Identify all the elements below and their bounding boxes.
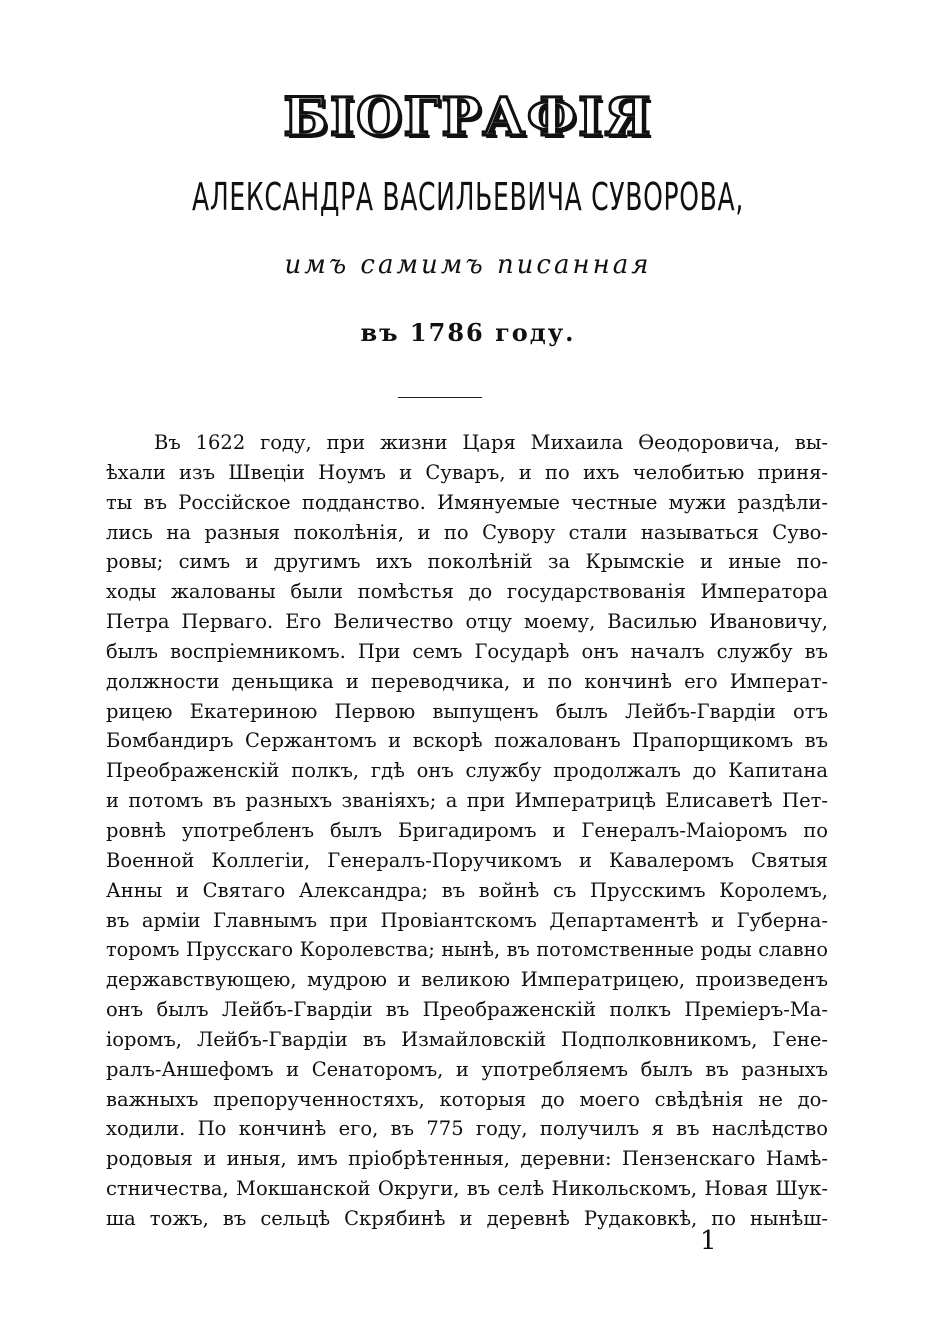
text-line: іоромъ, Лейбъ-Гвардіи въ Измайловскій Подполковникомъ, Гене-	[106, 1027, 828, 1051]
text-line: торомъ Прусскаго Королевства; нынѣ, въ потомственные роды славно	[106, 938, 828, 962]
subtitle: АЛЕКСАНДРА ВАСИЛЬЕВИЧА СУВОРОВА,	[192, 175, 744, 219]
text-line: и потомъ въ разныхъ званіяхъ; а при Императрицѣ Елисаветѣ Пет-	[106, 789, 828, 813]
text-line: ты въ Россійское подданство. Имянуемые честные мужи раздѣли-	[106, 490, 828, 514]
author-note: имъ самимъ писанная	[284, 250, 652, 280]
text-line: Въ 1622 году, при жизни Царя Михаила Ѳеодоровича, вы-	[154, 431, 828, 454]
text-line: ралъ-Аншефомъ и Сенаторомъ, и употребляемъ былъ въ разныхъ	[106, 1057, 828, 1081]
page-title: БІОГРАФІЯ	[283, 87, 653, 148]
text-line: Военной Коллегіи, Генералъ-Поручикомъ и Кавалеромъ Святыя	[106, 848, 828, 872]
text-line: должности деньщика и переводчика, и по кончинѣ его Императ-	[106, 669, 828, 693]
text-line: державствующею, мудрою и великою Императрицею, произведенъ	[106, 968, 828, 992]
text-line: стничества, Мокшанской Округи, въ селѣ Никольскомъ, Новая Шук-	[106, 1177, 828, 1201]
separator-rule	[398, 397, 482, 398]
text-line: въ арміи Главнымъ при Провіантскомъ Департаментѣ и Губерна-	[106, 908, 828, 932]
text-line: Анны и Святаго Александра; въ войнѣ съ Прусскимъ Королемъ,	[106, 878, 828, 902]
text-line: Бомбандиръ Сержантомъ и вскорѣ пожалованъ Прапорщикомъ въ	[106, 729, 828, 753]
text-line: ша тожъ, въ сельцѣ Скрябинѣ и деревнѣ Рудаковкѣ, по нынѣш-	[106, 1206, 828, 1230]
text-line: Петра Перваго. Его Величество отцу моему, Василью Ивановичу,	[106, 610, 828, 634]
year-line: въ 1786 году.	[360, 318, 576, 347]
text-line: ѣхали изъ Швеціи Ноумъ и Суваръ, и по ихъ челобитью приня-	[106, 460, 828, 484]
body-text	[106, 428, 828, 1234]
text-line: онъ былъ Лейбъ-Гвардіи въ Преображенскій полкъ Преміеръ-Ма-	[106, 998, 828, 1022]
page-number: 1	[700, 1226, 717, 1256]
text-line: ходы жалованы были помѣстья до государствованія Императора	[106, 580, 828, 604]
text-line: ровнѣ употребленъ былъ Бригадиромъ и Генералъ-Маіоромъ по	[106, 818, 828, 842]
text-line: лись на разныя поколѣнія, и по Сувору стали называться Суво-	[106, 520, 828, 544]
text-line: Преображенскій полкъ, гдѣ онъ службу продолжалъ до Капитана	[106, 759, 828, 783]
text-line: рицею Екатериною Первою выпущенъ былъ Лейбъ-Гвардіи отъ	[106, 699, 828, 723]
text-line: ровы; симъ и другимъ ихъ поколѣній за Крымскіе и иные по-	[106, 550, 828, 574]
text-line: былъ воспріемникомъ. При семъ Государѣ онъ началъ службу въ	[106, 639, 828, 663]
text-line: важныхъ препорученностяхъ, которыя до моего свѣдѣнія не до-	[106, 1087, 828, 1111]
text-line: родовыя и иныя, имъ пріобрѣтенныя, деревни: Пензенскаго Намѣ-	[106, 1147, 828, 1171]
text-line: ходили. По кончинѣ его, въ 775 году, получилъ я въ наслѣдство	[106, 1117, 828, 1141]
